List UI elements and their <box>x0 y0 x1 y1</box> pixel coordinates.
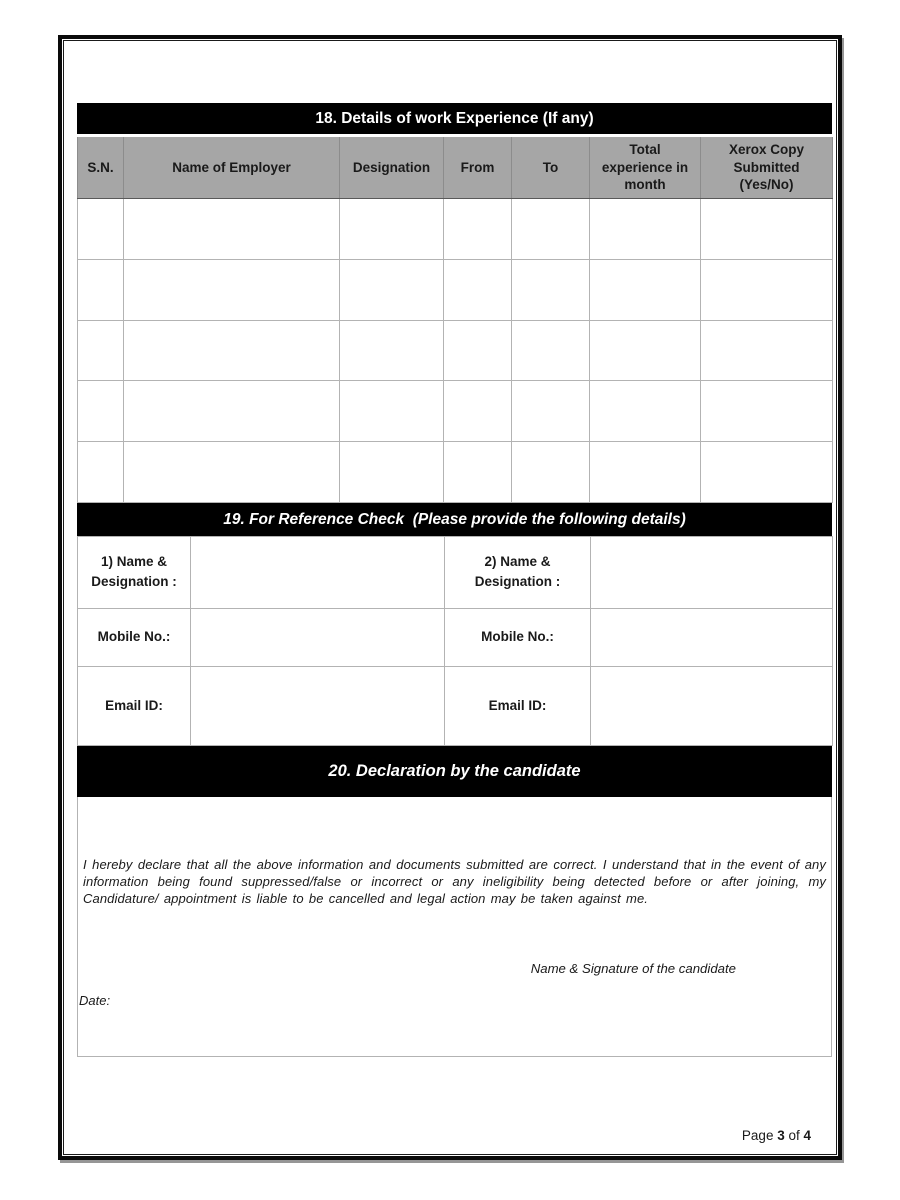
page-total: 4 <box>803 1128 811 1143</box>
work-exp-cell <box>590 381 701 442</box>
work-exp-cell <box>444 442 512 503</box>
col-header-from: From <box>444 136 512 199</box>
work-exp-row <box>78 442 833 503</box>
reference-check-title: 19. For Reference Check (Please provide the following details) <box>77 503 832 536</box>
work-exp-cell <box>124 381 340 442</box>
col-header-xerox-copy: Xerox Copy Submitted (Yes/No) <box>701 136 833 199</box>
ref-value-email-2 <box>591 666 833 745</box>
work-exp-cell <box>444 199 512 260</box>
work-exp-cell <box>701 320 833 381</box>
ref-value-name-2 <box>591 536 833 608</box>
ref-label-mobile-2: Mobile No.: <box>445 608 591 666</box>
work-exp-cell <box>78 259 124 320</box>
page-footer <box>0 1113 811 1158</box>
work-experience-table <box>77 134 833 503</box>
ref-value-email-1 <box>191 666 445 745</box>
work-exp-cell <box>444 381 512 442</box>
ref-label-email-2: Email ID: <box>445 666 591 745</box>
work-exp-cell <box>78 320 124 381</box>
ref-label-name-1: 1) Name & Designation : <box>78 536 191 608</box>
work-exp-cell <box>701 259 833 320</box>
date-label: Date: <box>79 992 111 1008</box>
work-exp-cell <box>701 442 833 503</box>
work-exp-cell <box>590 259 701 320</box>
work-exp-cell <box>78 442 124 503</box>
work-exp-cell <box>444 320 512 381</box>
work-exp-row <box>78 320 833 381</box>
ref-value-mobile-1 <box>191 608 445 666</box>
work-experience-title: 18. Details of work Experience (If any) <box>77 103 832 134</box>
reference-row-mobile <box>78 608 833 666</box>
col-header-sn: S.N. <box>78 136 124 199</box>
work-exp-cell <box>78 381 124 442</box>
col-header-designation: Designation <box>340 136 444 199</box>
declaration-box <box>77 797 832 1057</box>
ref-label-email-1: Email ID: <box>78 666 191 745</box>
page-footer-prefix: Page <box>741 1128 778 1143</box>
work-exp-cell <box>78 199 124 260</box>
ref-label-mobile-1: Mobile No.: <box>78 608 191 666</box>
work-exp-cell <box>590 442 701 503</box>
declaration-title: 20. Declaration by the candidate <box>77 746 832 797</box>
signature-label: Name & Signature of the candidate <box>530 960 736 976</box>
work-exp-cell <box>124 320 340 381</box>
work-exp-row <box>78 381 833 442</box>
ref-label-name-2: 2) Name & Designation : <box>445 536 591 608</box>
col-header-employer: Name of Employer <box>124 136 340 199</box>
work-exp-row <box>78 259 833 320</box>
work-exp-cell <box>701 381 833 442</box>
work-exp-cell <box>701 199 833 260</box>
col-header-to: To <box>512 136 590 199</box>
page-content <box>77 103 832 1057</box>
reference-check-table <box>77 536 833 746</box>
work-exp-cell <box>340 320 444 381</box>
work-exp-cell <box>512 442 590 503</box>
work-exp-cell <box>340 259 444 320</box>
work-exp-cell <box>340 199 444 260</box>
ref-value-name-1 <box>191 536 445 608</box>
page-footer-of: of <box>784 1128 804 1143</box>
reference-row-email <box>78 666 833 745</box>
work-experience-header-row <box>78 136 833 199</box>
work-exp-cell <box>512 381 590 442</box>
work-exp-cell <box>512 320 590 381</box>
reference-row-name <box>78 536 833 608</box>
work-exp-cell <box>512 199 590 260</box>
work-exp-cell <box>124 199 340 260</box>
declaration-text: I hereby declare that all the above information and documents submitted are correct. I understand that in the event of any information being found suppressed/false or incorrect or any ineligibility being detected before or after joining, my Candidature/ appointment is liable to be cancelled and legal action may be taken against me. <box>83 856 826 906</box>
work-exp-cell <box>512 259 590 320</box>
work-exp-row <box>78 199 833 260</box>
page-number: 3 <box>777 1128 785 1143</box>
work-exp-cell <box>444 259 512 320</box>
ref-value-mobile-2 <box>591 608 833 666</box>
work-exp-cell <box>124 442 340 503</box>
work-exp-cell <box>124 259 340 320</box>
col-header-total-experience: Total experience in month <box>590 136 701 199</box>
work-exp-cell <box>590 320 701 381</box>
work-exp-cell <box>590 199 701 260</box>
work-exp-cell <box>340 381 444 442</box>
work-exp-cell <box>340 442 444 503</box>
